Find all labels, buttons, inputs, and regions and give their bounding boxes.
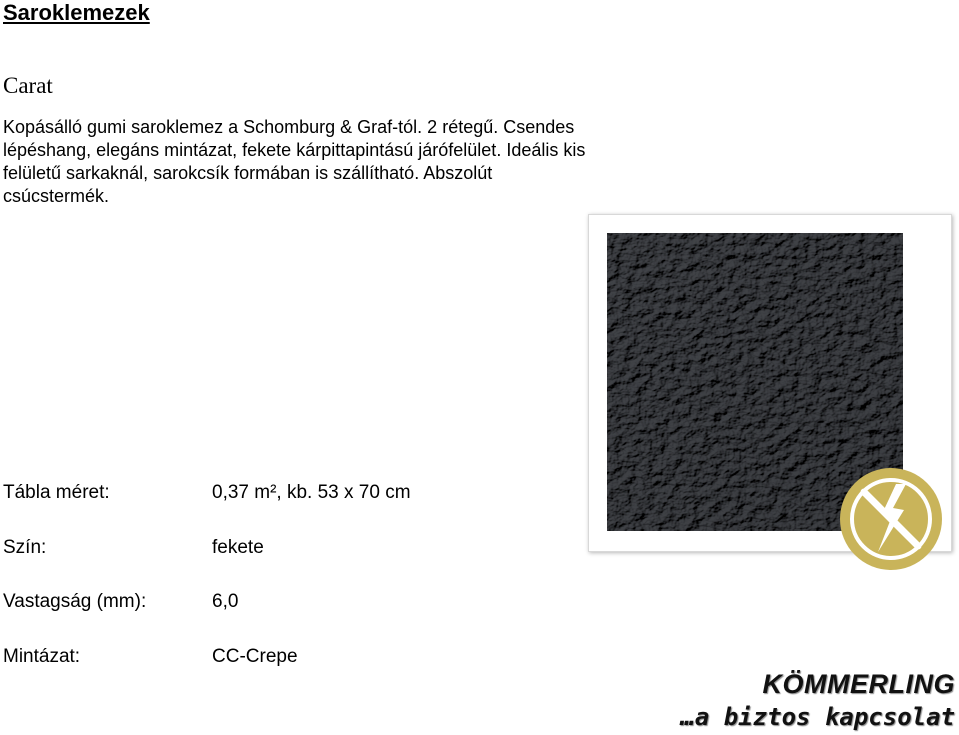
spec-value-pattern: CC-Crepe [212, 646, 298, 667]
spec-value-size: 0,37 m², kb. 53 x 70 cm [212, 482, 411, 503]
product-name: Carat [3, 73, 53, 98]
brand-slogan: …a biztos kapcsolat [680, 703, 955, 731]
spec-label-size: Tábla méret: [3, 482, 110, 503]
product-description: Kopásálló gumi saroklemez a Schomburg & Graf-tól. 2 rétegű. Csendes lépéshang, elegáns mintázat, fekete kárpittapintású járófelület. Ideális kis felületű sarkaknál, sarokcsík formában is szállítható. Abszolút csúcstermék. [3, 117, 586, 206]
brand-name: KÖMMERLING [762, 669, 955, 699]
spec-label-pattern: Mintázat: [3, 646, 81, 667]
spec-label-thickness: Vastagság (mm): [3, 591, 147, 612]
spec-value-color: fekete [212, 537, 264, 558]
spec-value-thickness: 6,0 [212, 591, 239, 612]
no-slip-seal-icon [838, 466, 944, 572]
page-title: Saroklemezek [3, 0, 150, 25]
spec-label-color: Szín: [3, 537, 47, 558]
